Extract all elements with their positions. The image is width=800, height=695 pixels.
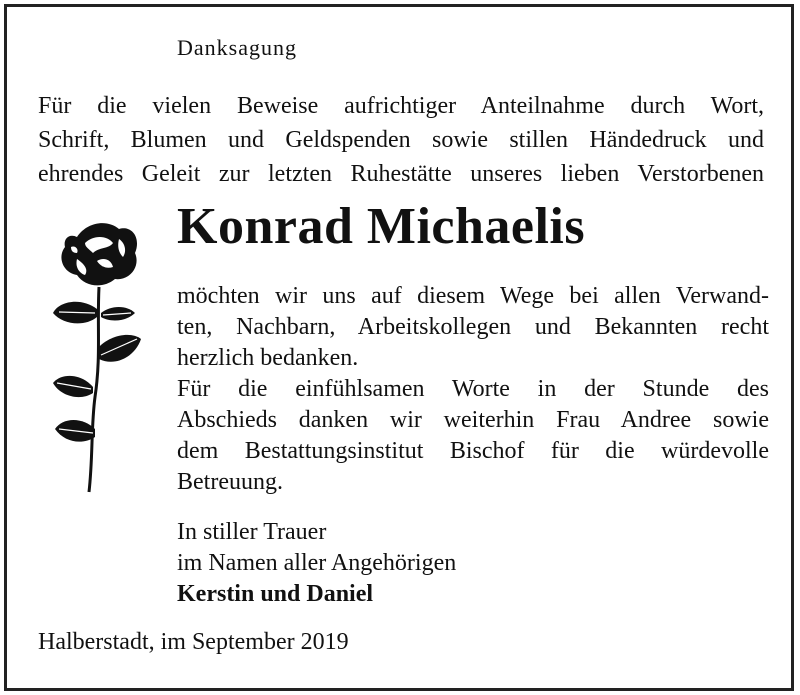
body-line: ten, Nachbarn, Arbeitskollegen und Bekannten recht [177,314,769,340]
closing-signature [177,517,456,610]
body-line: dem Bestattungsinstitut Bischof für die würdevolle [177,438,769,464]
notice-heading: Danksagung [177,35,297,60]
closing-line: im Namen aller Angehörigen [177,550,457,576]
signatory-names: Kerstin und Daniel [177,581,374,607]
intro-line: ehrendes Geleit zur letzten Ruhestätte unseres lieben Verstorbenen [38,161,764,187]
thanks-body [177,281,769,498]
place-date: Halberstadt, im September 2019 [38,629,349,655]
body-line: herzlich bedanken. [177,345,359,371]
body-line: Abschieds danken wir weiterhin Frau Andree sowie [177,407,769,433]
intro-text [38,89,764,191]
body-line: möchten wir uns auf diesem Wege bei allen Verwand- [177,283,769,309]
body-line: Betreuung. [177,469,283,495]
body-line: Für die einfühlsamen Worte in der Stunde des [177,376,769,402]
intro-line: Für die vielen Beweise aufrichtiger Anteilnahme durch Wort, [38,93,764,119]
rose-icon [37,217,147,497]
obituary-notice [4,4,794,691]
closing-line: In stiller Trauer [177,519,327,545]
deceased-name: Konrad Michaelis [177,198,586,255]
intro-line: Schrift, Blumen und Geldspenden sowie stillen Händedruck und [38,127,764,153]
